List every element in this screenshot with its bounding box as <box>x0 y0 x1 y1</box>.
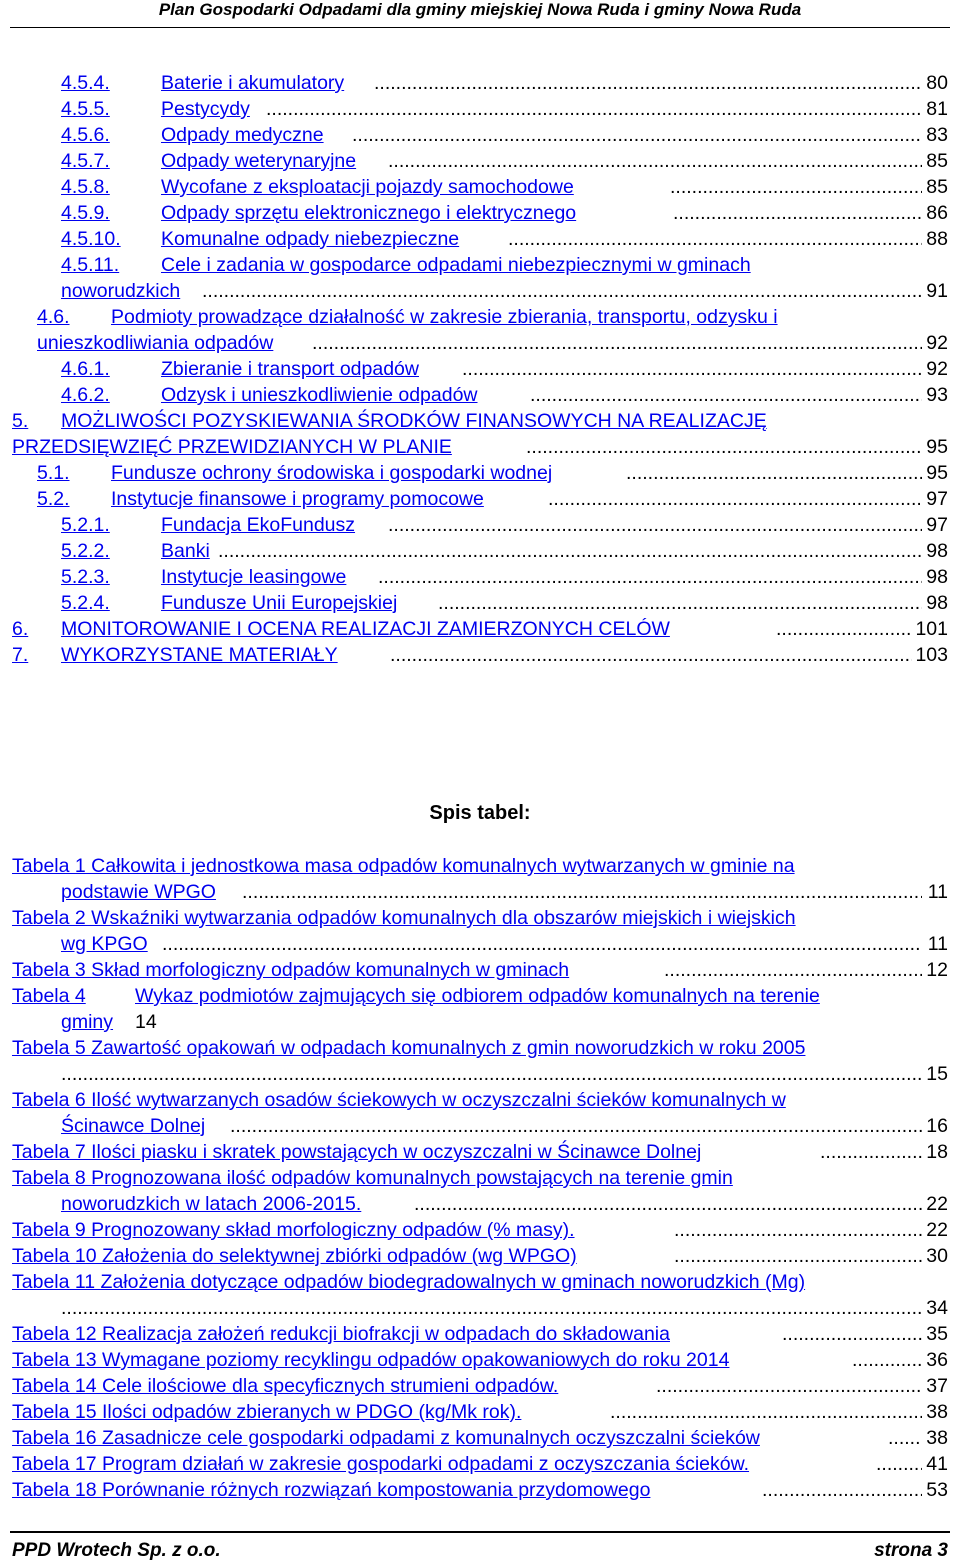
table-entry[interactable] <box>0 1139 960 1165</box>
toc-entry[interactable] <box>0 122 960 148</box>
table-leader <box>762 1477 922 1503</box>
toc-title[interactable]: Fundacja EkoFundusz <box>161 514 356 536</box>
toc-title[interactable]: Komunalne odpady niebezpieczne <box>161 228 460 250</box>
toc-title-line2[interactable]: noworudzkich <box>61 280 181 302</box>
toc-title[interactable]: Cele i zadania w gospodarce odpadami niebezpiecznymi w gminach <box>161 254 751 276</box>
header-title: Plan Gospodarki Odpadami dla gminy miejskiej Nowa Ruda i gminy Nowa Ruda <box>158 0 802 19</box>
toc-entry[interactable] <box>0 200 960 226</box>
table-entry-title[interactable]: Tabela 12 Realizacja założeń redukcji biofrakcji w odpadach do składowania <box>12 1323 670 1345</box>
toc-page: 85 <box>926 150 948 172</box>
toc-leader <box>626 460 922 486</box>
table-leader <box>656 1373 922 1399</box>
table-entry-title-line2[interactable]: noworudzkich w latach 2006-2015. <box>61 1193 362 1215</box>
table-entry-title[interactable]: Tabela 7 Ilości piasku i skratek powstających w oczyszczalni w Ścinawce Dolnej <box>12 1141 702 1163</box>
table-page: 38 <box>926 1401 948 1423</box>
toc-entry[interactable] <box>0 356 960 382</box>
toc-number[interactable]: 5. <box>12 410 29 432</box>
toc-page: 88 <box>926 228 948 250</box>
toc-number[interactable]: 5.2.2. <box>61 540 110 562</box>
toc-title-line2[interactable]: PRZEDSIĘWZIĘĆ PRZEWIDZIANYCH W PLANIE <box>12 436 452 458</box>
toc-leader <box>352 122 922 148</box>
table-entry[interactable] <box>0 853 960 879</box>
toc-number[interactable]: 4.5.7. <box>61 150 110 172</box>
toc-title[interactable]: Wycofane z eksploatacji pojazdy samochodowe <box>161 176 574 198</box>
toc-page: 80 <box>926 72 948 94</box>
toc-leader <box>548 486 922 512</box>
toc-entry[interactable] <box>0 174 960 200</box>
toc-entry[interactable] <box>0 70 960 96</box>
toc-number[interactable]: 5.2.3. <box>61 566 110 588</box>
toc-leader <box>312 330 922 356</box>
table-entry-continuation[interactable] <box>0 1191 960 1217</box>
toc-number[interactable]: 4.5.6. <box>61 124 110 146</box>
toc-entry[interactable] <box>0 512 960 538</box>
toc-page: 95 <box>926 436 948 458</box>
toc-title[interactable]: Instytucje finansowe i programy pomocowe <box>111 488 484 510</box>
table-leader <box>852 1347 922 1373</box>
table-leader <box>876 1451 922 1477</box>
toc-title[interactable]: Odpady weterynaryjne <box>161 150 357 172</box>
table-page: 22 <box>926 1193 948 1215</box>
table-entry-title-b[interactable]: Wykaz podmiotów zajmujących się odbiorem odpadów komunalnych na terenie <box>135 985 820 1007</box>
toc-number[interactable]: 4.5.11. <box>61 254 120 276</box>
toc-title[interactable]: Fundusze ochrony środowiska i gospodarki wodnej <box>111 462 553 484</box>
toc-entry[interactable] <box>0 564 960 590</box>
toc-number[interactable]: 5.2.4. <box>61 592 110 614</box>
table-leader <box>230 1113 922 1139</box>
toc-page: 101 <box>915 618 948 640</box>
header-rule <box>10 27 950 28</box>
toc-number[interactable]: 4.5.9. <box>61 202 110 224</box>
table-page: 14 <box>135 1011 157 1033</box>
toc-leader <box>462 356 922 382</box>
toc-number[interactable]: 4.5.8. <box>61 176 110 198</box>
table-entry[interactable] <box>0 1035 960 1061</box>
toc-page: 92 <box>926 332 948 354</box>
toc-page: 103 <box>915 644 948 666</box>
toc-leader <box>374 70 922 96</box>
toc-entry[interactable] <box>0 538 960 564</box>
table-entry-title[interactable]: Tabela 14 Cele ilościowe dla specyficznych strumieni odpadów. <box>12 1375 559 1397</box>
table-entry-title-line2[interactable]: podstawie WPGO <box>61 881 216 903</box>
table-entry-title[interactable]: Tabela 6 Ilość wytwarzanych osadów ściekowych w oczyszczalni ścieków komunalnych w <box>12 1089 786 1111</box>
toc-page: 81 <box>926 98 948 120</box>
table-entry[interactable] <box>0 957 960 983</box>
toc-leader <box>670 174 922 200</box>
table-entry[interactable] <box>0 1477 960 1503</box>
toc-number[interactable]: 7. <box>12 644 29 666</box>
toc-title[interactable]: MOŻLIWOŚCI POZYSKIEWANIA ŚRODKÓW FINANSOWYCH NA REALIZACJĘ <box>61 410 767 432</box>
table-entry-title[interactable]: Tabela 16 Zasadnicze cele gospodarki odpadami z komunalnych oczyszczalni ścieków <box>12 1427 760 1449</box>
toc-entry[interactable] <box>0 226 960 252</box>
table-entry-title[interactable]: Tabela 4 <box>12 985 86 1007</box>
table-leader <box>782 1321 922 1347</box>
toc-entry[interactable] <box>0 408 960 434</box>
table-leader <box>888 1425 922 1451</box>
list-of-tables-title: Spis tabel: <box>429 802 531 824</box>
toc-number[interactable]: 4.5.10. <box>61 228 121 250</box>
table-entry[interactable] <box>0 1087 960 1113</box>
toc-page: 97 <box>926 514 948 536</box>
table-entry-title[interactable]: Tabela 3 Skład morfologiczny odpadów komunalnych w gminach <box>12 959 570 981</box>
toc-entry-continuation[interactable] <box>0 434 960 460</box>
table-leader <box>674 1217 922 1243</box>
toc-page: 85 <box>926 176 948 198</box>
toc-title[interactable]: Odpady sprzętu elektronicznego i elektrycznego <box>161 202 577 224</box>
toc-title[interactable]: WYKORZYSTANE MATERIAŁY <box>61 644 338 666</box>
toc-page: 98 <box>926 540 948 562</box>
table-entry-continuation[interactable] <box>0 931 960 957</box>
table-entry-title[interactable]: Tabela 5 Zawartość opakowań w odpadach komunalnych z gmin noworudzkich w roku 2005 <box>12 1037 806 1059</box>
toc-leader <box>218 538 922 564</box>
table-entry-continuation[interactable] <box>0 1295 960 1321</box>
toc-number[interactable]: 6. <box>12 618 29 640</box>
table-entry-title[interactable]: Tabela 15 Ilości odpadów zbieranych w PDGO (kg/Mk rok). <box>12 1401 522 1423</box>
toc-entry[interactable] <box>0 642 960 668</box>
toc-page: 95 <box>926 462 948 484</box>
table-page: 38 <box>926 1427 948 1449</box>
toc-page: 92 <box>926 358 948 380</box>
table-leader <box>61 1061 922 1087</box>
table-entry-title-line2[interactable]: wg KPGO <box>61 933 148 955</box>
table-leader <box>414 1191 922 1217</box>
table-entry-continuation[interactable] <box>0 1009 960 1035</box>
table-entry-title[interactable]: Tabela 10 Założenia do selektywnej zbiórki odpadów (wg WPGO) <box>12 1245 577 1267</box>
toc-entry[interactable] <box>0 148 960 174</box>
toc-entry[interactable] <box>0 460 960 486</box>
table-leader <box>674 1243 922 1269</box>
table-entry[interactable] <box>0 1399 960 1425</box>
toc-page: 91 <box>926 280 948 302</box>
toc-number[interactable]: 5.2. <box>37 488 70 510</box>
toc-number[interactable]: 4.6.1. <box>61 358 110 380</box>
footer-rule <box>10 1531 950 1533</box>
footer-page-number: strona 3 <box>874 1540 948 1561</box>
table-entry[interactable] <box>0 1243 960 1269</box>
toc-entry[interactable] <box>0 382 960 408</box>
toc-entry[interactable] <box>0 486 960 512</box>
table-page: 12 <box>926 959 948 981</box>
toc-title-line2[interactable]: unieszkodliwiania odpadów <box>37 332 274 354</box>
table-entry-title-line2[interactable]: Ścinawce Dolnej <box>61 1115 206 1137</box>
toc-title[interactable]: Fundusze Unii Europejskiej <box>161 592 398 614</box>
table-entry-title[interactable]: Tabela 18 Porównanie różnych rozwiązań kompostowania przydomowego <box>12 1479 651 1501</box>
table-entry-title[interactable]: Tabela 17 Program działań w zakresie gospodarki odpadami z oczyszczania ścieków. <box>12 1453 750 1475</box>
toc-title[interactable]: MONITOROWANIE I OCENA REALIZACJI ZAMIERZONYCH CELÓW <box>61 618 670 640</box>
table-page: 53 <box>926 1479 948 1501</box>
table-entry-title[interactable]: Tabela 9 Prognozowany skład morfologiczny odpadów (% masy). <box>12 1219 575 1241</box>
table-entry-title[interactable]: Tabela 11 Założenia dotyczące odpadów biodegradowalnych w gminach noworudzkich (Mg) <box>12 1271 806 1293</box>
toc-leader <box>776 616 912 642</box>
table-entry-title[interactable]: Tabela 1 Całkowita i jednostkowa masa odpadów komunalnych wytwarzanych w gminie na <box>12 855 795 877</box>
footer-company: PPD Wrotech Sp. z o.o. <box>12 1540 221 1561</box>
table-entry-continuation[interactable] <box>0 879 960 905</box>
toc-entry-continuation[interactable] <box>0 278 960 304</box>
table-page: 18 <box>926 1141 948 1163</box>
toc-leader <box>390 642 912 668</box>
table-entry[interactable] <box>0 1347 960 1373</box>
table-leader <box>610 1399 922 1425</box>
toc-entry-continuation[interactable] <box>0 330 960 356</box>
table-page: 34 <box>926 1297 948 1319</box>
table-page: 15 <box>926 1063 948 1085</box>
toc-leader <box>526 434 922 460</box>
toc-leader <box>438 590 922 616</box>
table-page: 30 <box>926 1245 948 1267</box>
toc-title[interactable]: Zbieranie i transport odpadów <box>161 358 419 380</box>
toc-title[interactable]: Baterie i akumulatory <box>161 72 345 94</box>
toc-entry[interactable] <box>0 252 960 278</box>
toc-leader <box>202 278 922 304</box>
table-entry-continuation[interactable] <box>0 1061 960 1087</box>
toc-title[interactable]: Podmioty prowadzące działalność w zakresie zbierania, transportu, odzysku i <box>111 306 778 328</box>
toc-leader <box>378 564 922 590</box>
table-leader <box>664 957 922 983</box>
toc-number[interactable]: 5.1. <box>37 462 70 484</box>
table-entry[interactable] <box>0 1373 960 1399</box>
table-entry[interactable] <box>0 1425 960 1451</box>
toc-title[interactable]: Banki <box>161 540 210 562</box>
table-entry[interactable] <box>0 1165 960 1191</box>
table-page: 37 <box>926 1375 948 1397</box>
toc-leader <box>266 96 922 122</box>
toc-number[interactable]: 4.5.4. <box>61 72 110 94</box>
toc-leader <box>673 200 922 226</box>
toc-entry[interactable] <box>0 616 960 642</box>
table-entry[interactable] <box>0 1217 960 1243</box>
page-header <box>0 0 960 34</box>
table-entry[interactable] <box>0 1451 960 1477</box>
table-page: 22 <box>926 1219 948 1241</box>
table-entry[interactable] <box>0 1321 960 1347</box>
toc-title[interactable]: Pestycydy <box>161 98 250 120</box>
table-entry[interactable] <box>0 1269 960 1295</box>
toc-number[interactable]: 4.5.5. <box>61 98 110 120</box>
toc-leader <box>388 512 922 538</box>
toc-title[interactable]: Odpady medyczne <box>161 124 324 146</box>
toc-page: 98 <box>926 566 948 588</box>
toc-page: 93 <box>926 384 948 406</box>
table-leader <box>242 879 922 905</box>
toc-leader <box>388 148 922 174</box>
table-leader <box>162 931 922 957</box>
table-entry-title[interactable]: Tabela 2 Wskaźniki wytwarzania odpadów komunalnych dla obszarów miejskich i wiejskich <box>12 907 796 929</box>
table-leader <box>61 1295 922 1321</box>
table-page: 41 <box>926 1453 948 1475</box>
toc-entry[interactable] <box>0 96 960 122</box>
toc-number[interactable]: 4.6.2. <box>61 384 110 406</box>
table-entry-continuation[interactable] <box>0 1113 960 1139</box>
toc-page: 83 <box>926 124 948 146</box>
toc-number[interactable]: 4.6. <box>37 306 70 328</box>
table-leader <box>820 1139 922 1165</box>
toc-leader <box>508 226 922 252</box>
table-page: 36 <box>926 1349 948 1371</box>
toc-title[interactable]: Instytucje leasingowe <box>161 566 347 588</box>
toc-entry[interactable] <box>0 304 960 330</box>
toc-page: 98 <box>926 592 948 614</box>
table-page: 11 <box>927 881 948 903</box>
table-entry[interactable] <box>0 983 960 1009</box>
table-page: 35 <box>926 1323 948 1345</box>
toc-page: 86 <box>926 202 948 224</box>
table-entry[interactable] <box>0 905 960 931</box>
toc-page: 97 <box>926 488 948 510</box>
toc-leader <box>530 382 922 408</box>
table-entry-title-line2[interactable]: gminy <box>61 1011 114 1033</box>
toc-number[interactable]: 5.2.1. <box>61 514 110 536</box>
table-page: 16 <box>926 1115 948 1137</box>
table-entry-title[interactable]: Tabela 13 Wymagane poziomy recyklingu odpadów opakowaniowych do roku 2014 <box>12 1349 730 1371</box>
toc-title[interactable]: Odzysk i unieszkodliwienie odpadów <box>161 384 478 406</box>
table-entry-title[interactable]: Tabela 8 Prognozowana ilość odpadów komunalnych powstających na terenie gmin <box>12 1167 733 1189</box>
table-page: 11 <box>927 933 948 955</box>
toc-entry[interactable] <box>0 590 960 616</box>
